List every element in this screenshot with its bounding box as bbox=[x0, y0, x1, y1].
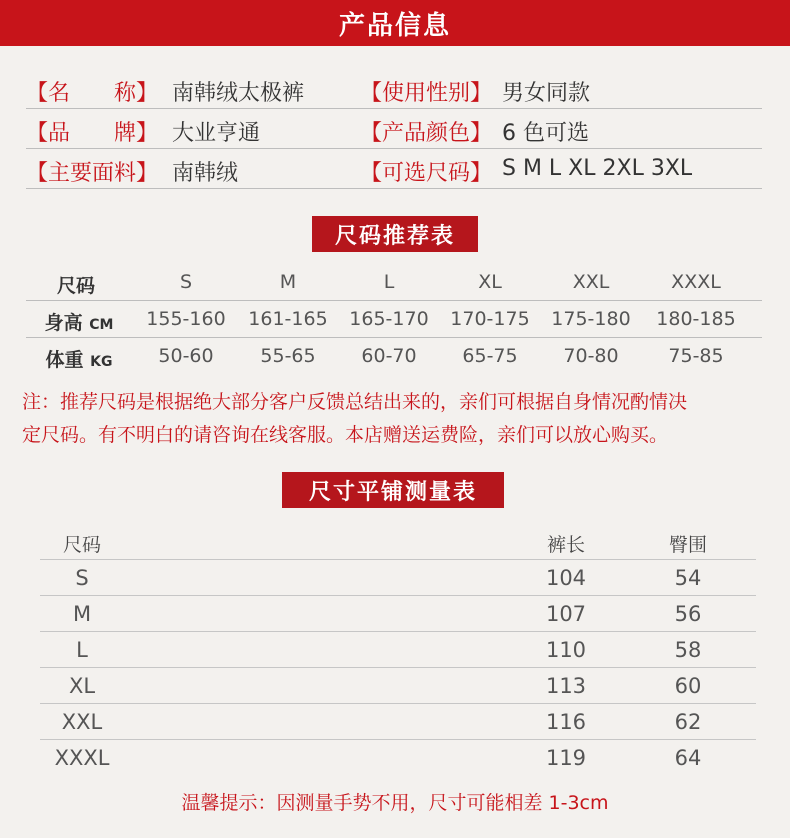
table-row bbox=[40, 596, 756, 632]
size-cell: XL bbox=[478, 271, 502, 293]
size-cell: S bbox=[75, 566, 89, 590]
table-row bbox=[26, 338, 762, 374]
info-value: 南韩绒太极裤 bbox=[172, 81, 305, 106]
weight-cell: 75-85 bbox=[668, 345, 724, 367]
size-header-label: 尺码 bbox=[56, 275, 95, 297]
height-unit: CM bbox=[89, 317, 114, 333]
table-row bbox=[40, 668, 756, 704]
info-label: 【名 称】 bbox=[26, 81, 159, 106]
info-value: S M L XL 2XL 3XL bbox=[502, 156, 693, 181]
info-row bbox=[26, 110, 762, 149]
hip-cell: 64 bbox=[674, 746, 702, 770]
height-cell: 165-170 bbox=[349, 308, 429, 330]
size-cell: L bbox=[383, 271, 395, 293]
hip-cell: 54 bbox=[674, 566, 702, 590]
info-value: 6 色可选 bbox=[502, 121, 589, 146]
weight-cell: 50-60 bbox=[158, 345, 214, 367]
page-title: 产品信息 bbox=[338, 10, 451, 41]
info-value: 男女同款 bbox=[502, 81, 591, 106]
hip-cell: 58 bbox=[674, 638, 702, 662]
size-cell: L bbox=[76, 638, 88, 662]
height-cell: 170-175 bbox=[450, 308, 530, 330]
length-cell: 107 bbox=[545, 602, 587, 626]
weight-cell: 55-65 bbox=[260, 345, 316, 367]
hip-cell: 62 bbox=[674, 710, 702, 734]
height-cell: 155-160 bbox=[146, 308, 226, 330]
info-row bbox=[26, 70, 762, 109]
height-label-text: 身高 bbox=[44, 312, 83, 334]
size-cell: XL bbox=[68, 674, 96, 698]
size-cell: XXL bbox=[61, 710, 103, 734]
table-row bbox=[26, 264, 762, 301]
size-cell: XXL bbox=[572, 271, 610, 293]
length-cell: 110 bbox=[545, 638, 587, 662]
column-header: 裤长 bbox=[546, 534, 585, 556]
size-cell: XXXL bbox=[671, 271, 721, 293]
table-row bbox=[40, 524, 756, 560]
table-row bbox=[40, 740, 756, 775]
column-header: 臀围 bbox=[668, 534, 707, 556]
table-row bbox=[40, 704, 756, 740]
height-label bbox=[36, 308, 122, 335]
info-label: 【产品颜色】 bbox=[360, 121, 493, 146]
column-header: 尺码 bbox=[62, 534, 101, 556]
height-cell: 161-165 bbox=[248, 308, 328, 330]
weight-label-text: 体重 bbox=[45, 349, 84, 371]
info-value: 南韩绒 bbox=[172, 161, 239, 186]
height-cell: 180-185 bbox=[656, 308, 736, 330]
info-value: 大业亨通 bbox=[172, 121, 261, 146]
table-row bbox=[40, 560, 756, 596]
size-recommend-title: 尺码推荐表 bbox=[312, 216, 478, 252]
info-label: 【主要面料】 bbox=[26, 161, 159, 186]
length-cell: 119 bbox=[545, 746, 587, 770]
measurement-title: 尺寸平铺测量表 bbox=[282, 472, 504, 508]
header-banner bbox=[0, 0, 790, 46]
weight-label bbox=[36, 345, 122, 372]
height-cell: 175-180 bbox=[551, 308, 631, 330]
info-row bbox=[26, 150, 762, 189]
measurement-tip: 温馨提示：因测量手势不用，尺寸可能相差 1-3cm bbox=[181, 792, 609, 814]
size-cell: M bbox=[72, 602, 92, 626]
note-line: 注：推荐尺码是根据绝大部分客户反馈总结出来的，亲们可根据自身情况酌情决 bbox=[22, 391, 688, 413]
size-note bbox=[22, 386, 772, 452]
note-line: 定尺码。有不明白的请咨询在线客服。本店赠送运费险，亲们可以放心购买。 bbox=[22, 424, 669, 446]
weight-cell: 60-70 bbox=[361, 345, 417, 367]
info-label: 【可选尺码】 bbox=[360, 161, 493, 186]
weight-cell: 70-80 bbox=[563, 345, 619, 367]
size-cell: M bbox=[279, 271, 297, 293]
length-cell: 116 bbox=[545, 710, 587, 734]
info-label: 【品 牌】 bbox=[26, 121, 159, 146]
size-cell: XXXL bbox=[54, 746, 110, 770]
hip-cell: 56 bbox=[674, 602, 702, 626]
size-cell: S bbox=[179, 271, 193, 293]
info-label: 【使用性别】 bbox=[360, 81, 493, 106]
length-cell: 113 bbox=[545, 674, 587, 698]
table-row bbox=[26, 301, 762, 338]
hip-cell: 60 bbox=[674, 674, 702, 698]
weight-cell: 65-75 bbox=[462, 345, 518, 367]
table-row bbox=[40, 632, 756, 668]
weight-unit: KG bbox=[90, 354, 113, 370]
length-cell: 104 bbox=[545, 566, 587, 590]
